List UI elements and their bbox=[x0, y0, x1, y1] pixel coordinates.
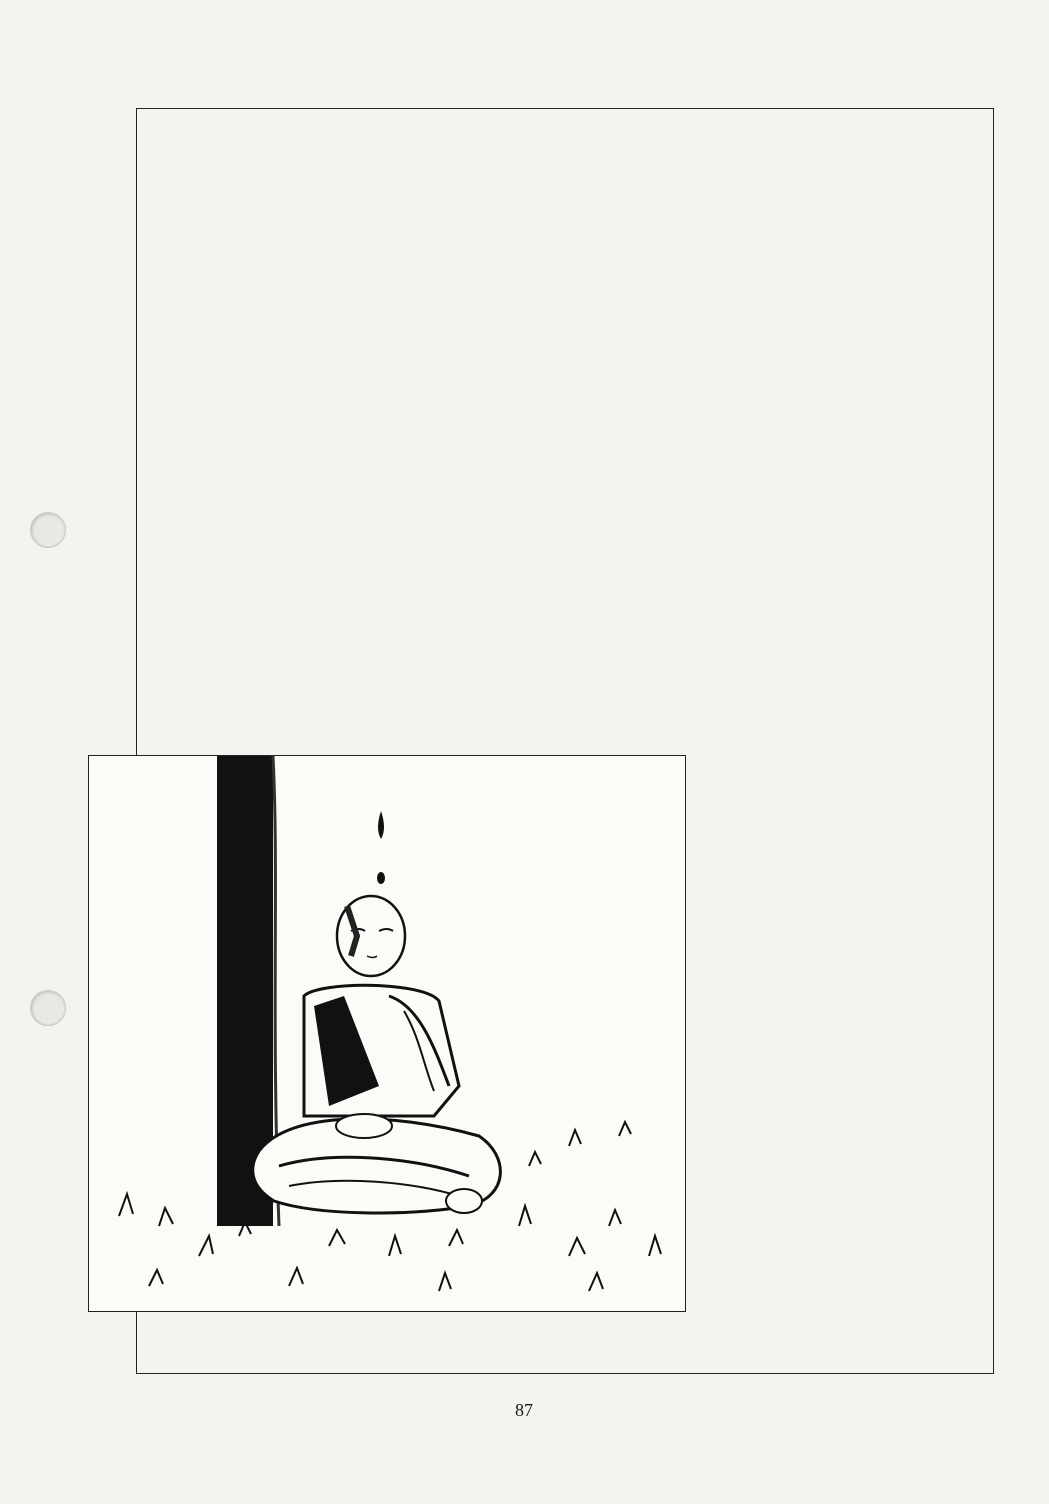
blood-drop-small-icon bbox=[377, 872, 385, 884]
page-number: 87 bbox=[515, 1400, 533, 1420]
binder-hole-top bbox=[30, 512, 66, 548]
monk-foot bbox=[446, 1189, 482, 1213]
bottom-text-block bbox=[700, 945, 958, 1315]
binder-hole-bottom bbox=[30, 990, 66, 1026]
middle-text-block-short bbox=[158, 555, 698, 745]
middle-text-block bbox=[700, 555, 958, 900]
monk-hands bbox=[336, 1114, 392, 1138]
monk-drawing bbox=[89, 756, 686, 1312]
monk-illustration bbox=[88, 755, 686, 1312]
blood-drop-icon bbox=[378, 811, 384, 839]
